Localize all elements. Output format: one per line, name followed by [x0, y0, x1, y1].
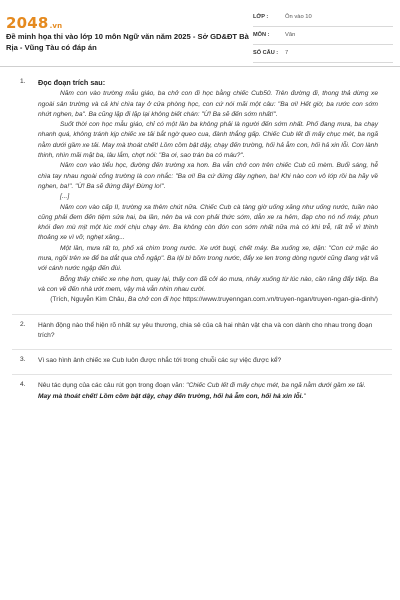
question-list	[0, 78, 400, 402]
passage-paragraph: Năm con vào cấp II, trường xa thêm chút nữa. Chiếc Cub cà tàng giờ uống xăng như uống nước, tuần nào cũng phải đem đến tiệm sửa hai, ba lần, nên ba và con phải thức sớm, dẫn xe ra hẻm, đạp cho nó nổ máy, phun khói đen mù mịt một lúc mới chịu chạy êm. Ba không còn đón con sớm nhất nữa mà có khi trễ, rất trễ vì thình thoảng xe vì vỡ, nghẹt xăng...	[38, 203, 378, 242]
quoted-sentence: "Chiếc Cub lết đi mấy chục mét, ba ngã nằm dưới gầm xe tải.	[186, 382, 366, 390]
passage-paragraph: Bỗng thấy chiếc xe nhẹ hơn, quay lại, thấy con đã cởi áo mưa, nhảy xuống từ lúc nào, cần răng đẩy tiếp. Ba và con về đến nhà ướt mem, vậy mà vẫn nhìn nhau cười.	[38, 275, 378, 293]
meta-value-lop: Ôn vào 10	[285, 14, 312, 20]
question-number: 4.	[20, 381, 26, 389]
question-separator	[12, 349, 392, 350]
question-heading: Đọc đoạn trích sau:	[38, 78, 106, 87]
header-divider	[0, 66, 400, 67]
question-number: 2.	[20, 320, 26, 328]
question-separator	[12, 314, 392, 315]
question-3	[0, 356, 400, 366]
meta-panel	[253, 12, 393, 66]
citation-work-title: Ba chở con đi học	[128, 296, 181, 304]
logo-text: 2048	[6, 14, 49, 32]
meta-label-mon: MÔN :	[253, 32, 270, 38]
meta-value-mon: Văn	[285, 32, 296, 38]
quoted-emphasis: May mà thoát chết! Lồm cồm bật dậy, chạy đến trường, hối hả ẵm con, hối hả xin lỗi.	[38, 392, 304, 400]
passage-paragraph: Một lần, mưa rất to, phố xá chìm trong nước. Xe ướt bugi, chết máy. Ba xuống xe, dặn: "Con cứ mặc áo mưa, ngồi trên xe để ba dắt qua chỗ ngập". Ba lội bì bõm trong nước, đẩy xe len trong dòng người cũng đang vật vã với cánh nước ngập đến đùi.	[38, 244, 378, 273]
meta-row-socau	[253, 48, 393, 63]
question-number: 1.	[20, 78, 26, 85]
passage-omission: [...]	[60, 193, 70, 201]
question-body	[38, 78, 378, 306]
citation-url[interactable]: https://www.truyenngan.com.vn/truyen-ngan/truyen-ngan-gia-dinh/)	[182, 296, 378, 304]
citation-prefix: (Trích, Nguyễn Kim Châu,	[50, 296, 127, 304]
question-number: 3.	[20, 356, 26, 364]
passage-paragraph: Năm con vào tiểu học, đường đến trường xa hơn. Ba vẫn chở con trên chiếc Cub cũ mèm. Buổi sáng, hễ chìa tay nhau ngoài cổng trường là con nhắc: "Ba ơi! Ba cứ đứng đây nghen, ba! Khi nào con vô lớp rồi ba hãy về nghen, ba!". "Ừ! Ba sẽ đứng đây! Đừng lo!".	[38, 162, 378, 190]
question-text: Hành động nào thể hiện rõ nhất sự yêu thương, chia sẻ của cả hai nhân vật cha và con dành cho nhau trong đoạn trích?	[38, 321, 373, 339]
question-4	[0, 381, 400, 402]
document-title: Đề minh họa thi vào lớp 10 môn Ngữ văn năm 2025 - Sở GD&ĐT Bà Rịa - Vũng Tàu có đáp án	[6, 32, 249, 52]
question-separator	[12, 374, 392, 375]
passage-paragraph: Năm con vào trường mẫu giáo, ba chở con đi học bằng chiếc Cub50. Trên đường đi, thong thả dừng xe ngoài sân trường và cả khi chìa tay ở cửa phòng học, con cứ nói mãi một câu: "Ba ơi! Hết giờ, ba rước con sớm nhứt nghen, ba". Ba cũng lặp đi lặp lại không biết chán: "Ừ! Ba sẽ đến sớm nhất!".	[38, 90, 378, 118]
page-header	[0, 0, 400, 64]
question-2	[0, 321, 400, 342]
quote-close: "	[303, 392, 306, 400]
meta-row-lop	[253, 12, 393, 27]
meta-label-lop: LỚP :	[253, 14, 269, 20]
site-logo[interactable]	[6, 14, 62, 32]
question-1	[0, 78, 400, 306]
meta-row-mon	[253, 30, 393, 45]
passage-citation	[38, 295, 378, 305]
question-text	[38, 381, 378, 402]
passage-paragraph: Suốt thời con học mẫu giáo, chỉ có một lần ba không phải là người đến sớm nhất. Phố đang mưa, ba chạy nhanh quá, không tránh kịp chiếc xe tải bắt ngờ queo cua, đành thắng gấp. Chiếc Cub lết đi mấy chục mét, ba ngã nằm dưới gầm xe tải. May mà thoát chết! Lồm cồm bật dậy, chạy đến trường, hối hả ẵm con, hối hả xin lỗi. Con lành thinh, nhìn mãi mặt ba, lâu lắm, chợt nói: "Ba ơi, sao trán ba có máu?".	[38, 121, 378, 160]
question-lead: Nêu tác dụng của các câu rút gọn trong đoạn văn:	[38, 382, 185, 390]
question-text: Vì sao hình ảnh chiếc xe Cub luôn được nhắc tới trong chuỗi các sự việc được kể?	[38, 357, 282, 365]
meta-value-socau: 7	[285, 50, 289, 56]
meta-label-socau: SỐ CÂU :	[253, 50, 279, 56]
logo-suffix: .vn	[49, 22, 63, 30]
